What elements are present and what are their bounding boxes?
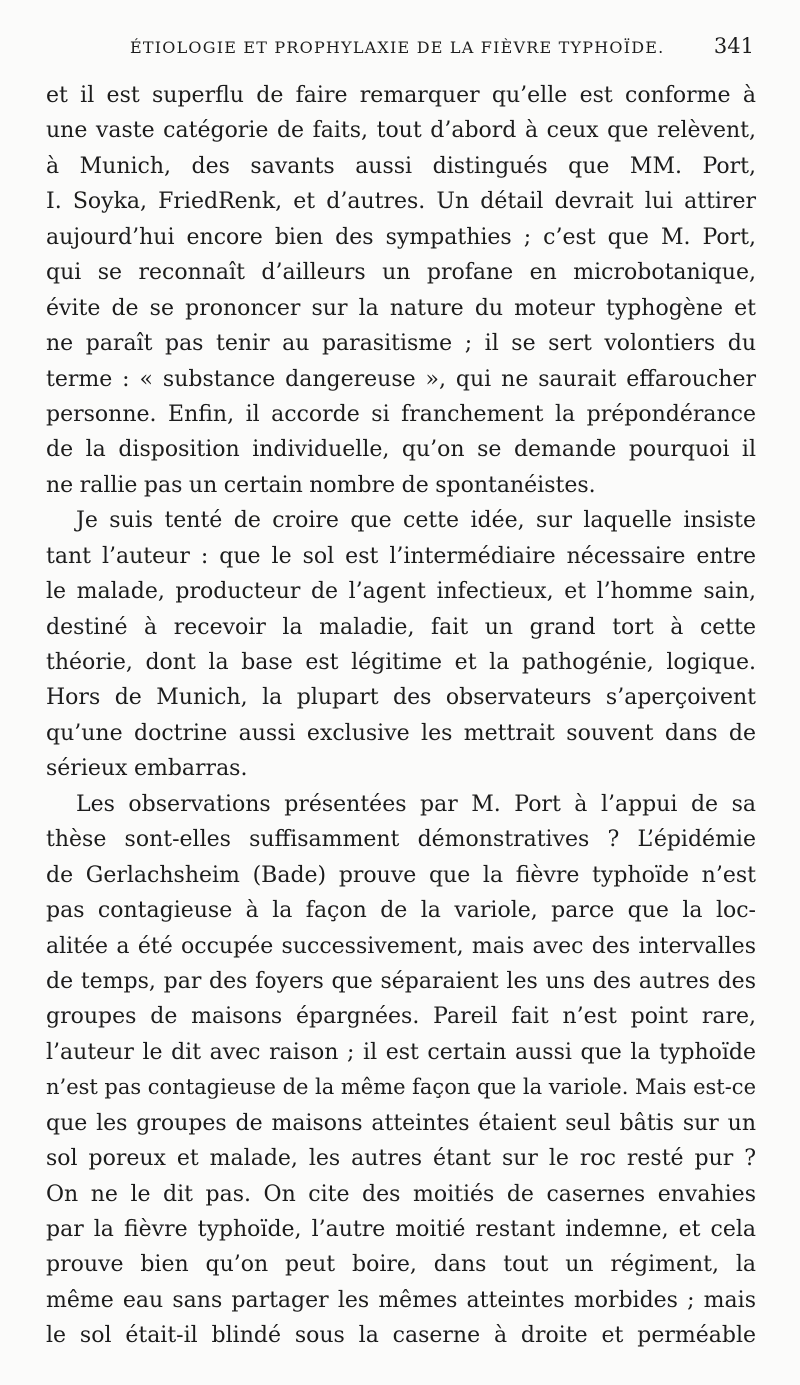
text-line: l’auteur le dit avec raison ; il est certain aussi que la typhoïde	[46, 1039, 756, 1065]
page-number: 341	[713, 34, 754, 58]
text-line: sol poreux et malade, les autres étant sur le roc resté pur ?	[46, 1146, 756, 1172]
text-line: I. Soyka, FriedRenk, et d’autres. Un détail devrait lui attirer	[46, 189, 756, 215]
body-text	[46, 78, 756, 1354]
text-line: sérieux embarras.	[46, 756, 248, 782]
text-line: Les observations présentées par M. Port à l’appui de sa	[76, 791, 756, 817]
page-header	[46, 34, 756, 64]
text-line: une vaste catégorie de faits, tout d’abord à ceux que relèvent,	[46, 118, 756, 144]
text-line: prouve bien qu’on peut boire, dans tout un régiment, la	[46, 1252, 756, 1278]
text-line: le sol était-il blindé sous la caserne à droite et perméable	[46, 1323, 756, 1349]
text-line: même eau sans partager les mêmes atteintes morbides ; mais	[46, 1287, 756, 1313]
text-line: tant l’auteur : que le sol est l’intermédiaire nécessaire entre	[46, 543, 756, 569]
text-line: alitée a été occupée successivement, mais avec des intervalles	[46, 933, 756, 959]
text-line: le malade, producteur de l’agent infectieux, et l’homme sain,	[46, 579, 756, 605]
text-line: Je suis tenté de croire que cette idée, sur laquelle insiste	[76, 508, 756, 534]
text-line: par la fièvre typhoïde, l’autre moitié restant indemne, et cela	[46, 1217, 756, 1242]
text-line: terme : « substance dangereuse », qui ne saurait effaroucher	[46, 366, 756, 392]
text-line: que les groupes de maisons atteintes étaient seul bâtis sur un	[46, 1110, 756, 1136]
text-line: théorie, dont la base est légitime et la pathogénie, logique.	[46, 650, 756, 675]
text-line: de temps, par des foyers que séparaient les uns des autres des	[46, 968, 756, 994]
running-title: ÉTIOLOGIE ET PROPHYLAXIE DE LA FIÈVRE TYPHOÏDE.	[130, 38, 665, 57]
text-line: de Gerlachsheim (Bade) prouve que la fièvre typhoïde n’est	[46, 862, 756, 888]
text-line: à Munich, des savants aussi distingués que MM. Port,	[46, 153, 756, 179]
text-line: de la disposition individuelle, qu’on se demande pourquoi il	[46, 437, 756, 463]
text-line: On ne le dit pas. On cite des moitiés de casernes envahies	[46, 1181, 756, 1207]
text-line: thèse sont-elles suffisamment démonstratives ? L’épidémie	[46, 827, 756, 853]
text-line: Hors de Munich, la plupart des observateurs s’aperçoivent	[46, 685, 756, 711]
text-line: qui se reconnaît d’ailleurs un profane en microbotanique,	[46, 260, 756, 286]
text-line: qu’une doctrine aussi exclusive les mettrait souvent dans de	[46, 720, 756, 746]
text-line: évite de se prononcer sur la nature du moteur typhogène et	[46, 295, 756, 321]
text-line: destiné à recevoir la maladie, fait un grand tort à cette	[46, 614, 756, 640]
text-line: ne paraît pas tenir au parasitisme ; il se sert volontiers du	[46, 331, 756, 357]
text-line: aujourd’hui encore bien des sympathies ; c’est que M. Port,	[46, 224, 756, 250]
text-line: n’est pas contagieuse de la même façon que la variole. Mais est-ce	[46, 1075, 756, 1100]
text-line: ne rallie pas un certain nombre de spontanéistes.	[46, 472, 596, 498]
text-line: pas contagieuse à la façon de la variole, parce que la loc-	[46, 898, 756, 924]
text-line: et il est superflu de faire remarquer qu’elle est conforme à	[46, 83, 756, 108]
text-line: personne. Enfin, il accorde si franchement la prépondérance	[46, 401, 756, 427]
text-line: groupes de maisons épargnées. Pareil fait n’est point rare,	[46, 1004, 756, 1030]
